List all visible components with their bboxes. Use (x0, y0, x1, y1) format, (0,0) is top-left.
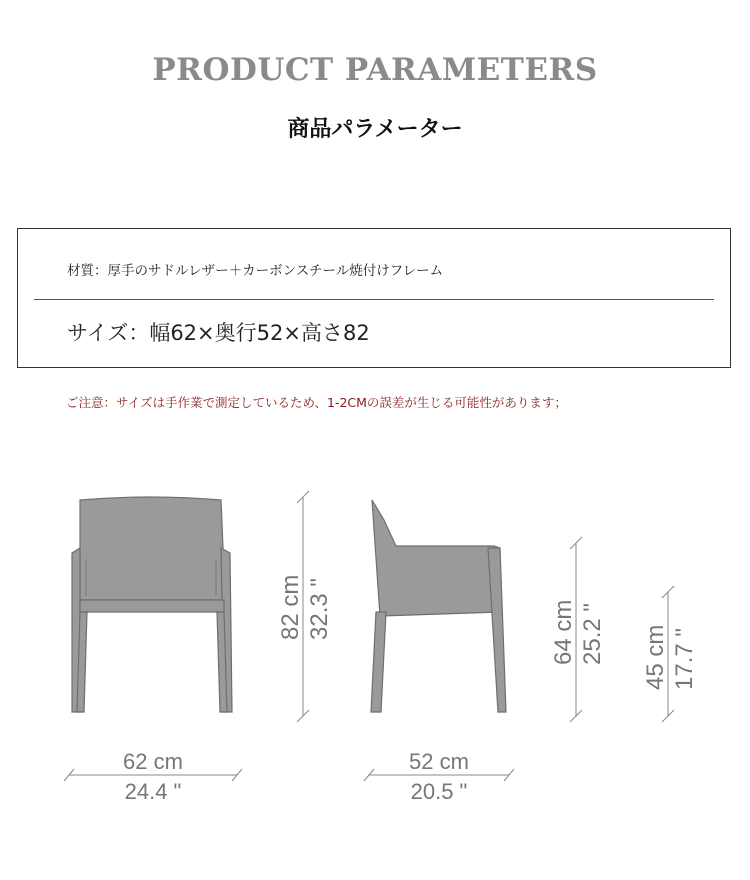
measurement-note: ご注意：サイズは手作業で測定しているため、1-2CMの誤差が生じる可能性があります； (66, 395, 567, 410)
side-depth-cm-label: 52 cm (409, 749, 469, 774)
chair-front-view (72, 497, 232, 712)
page-title-jp: 商品パラメーター (287, 117, 463, 142)
height-in-label: 32.3 " (306, 578, 333, 640)
height-cm-label: 82 cm (277, 574, 304, 640)
arm-height-cm-label: 64 cm (550, 599, 577, 665)
chair-side-view (371, 500, 506, 712)
arm-height-in-label: 25.2 " (579, 603, 606, 665)
front-width-in-label: 24.4 " (124, 779, 182, 804)
material-text: 材質：厚手のサドルレザー＋カーボンスチール焼付けフレーム (67, 263, 444, 279)
front-width-cm-label: 62 cm (123, 749, 183, 774)
size-text: サイズ：幅62×奥行52×高さ82 (67, 321, 370, 345)
seat-height-cm-label: 45 cm (642, 624, 669, 690)
page-title-en: PRODUCT PARAMETERS (152, 52, 598, 88)
side-depth-in-label: 20.5 " (410, 779, 468, 804)
seat-height-in-label: 17.7 " (671, 628, 698, 690)
